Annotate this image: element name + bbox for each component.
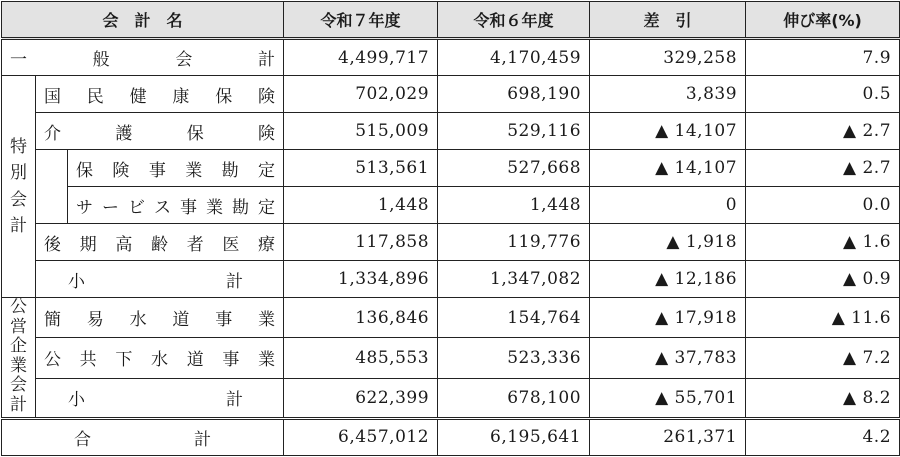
header-diff: 差 引 xyxy=(590,2,746,39)
label-special-subtotal xyxy=(68,267,243,292)
label-char: 護 xyxy=(115,123,133,144)
label-kouki xyxy=(44,230,275,255)
total-diff: 261,371 xyxy=(590,418,746,455)
row-kanisuido xyxy=(2,298,900,338)
label-char: 業 xyxy=(257,310,275,331)
label-char: ス xyxy=(154,197,171,218)
label-char: 後 xyxy=(44,234,61,255)
row-general xyxy=(2,39,900,76)
general-rate: 7.9 xyxy=(746,39,900,76)
label-char: 計 xyxy=(226,271,244,292)
label-char: 業 xyxy=(258,350,276,371)
service-jigyo-rate: 0.0 xyxy=(746,187,900,224)
enterprise-subtotal-rate: ▲ 8.2 xyxy=(746,378,900,418)
label-char: 事 xyxy=(148,160,166,181)
label-char: 定 xyxy=(258,160,276,181)
label-char: 期 xyxy=(79,234,97,255)
label-char: 一 xyxy=(10,50,27,70)
kokuho-diff: 3,839 xyxy=(590,76,746,113)
kouki-r6: 119,776 xyxy=(438,224,590,261)
label-char: 業 xyxy=(206,197,223,218)
gesuido-r6: 523,336 xyxy=(438,338,590,378)
label-char: 定 xyxy=(258,197,275,218)
hoken-jigyo-r7: 513,561 xyxy=(284,150,438,187)
kokuho-rate: 0.5 xyxy=(746,76,900,113)
label-char: 保 xyxy=(215,86,233,107)
special-subtotal-diff: ▲ 12,186 xyxy=(590,261,746,298)
label-char: 水 xyxy=(151,350,169,371)
total-r7: 6,457,012 xyxy=(284,418,438,455)
label-char: 計 xyxy=(194,429,212,450)
header-row xyxy=(2,2,900,39)
label-enterprise-subtotal xyxy=(68,385,243,410)
label-char: 合 xyxy=(74,429,91,450)
label-char: 険 xyxy=(112,160,130,181)
row-service-jigyo xyxy=(2,187,900,224)
label-char: 民 xyxy=(86,86,104,107)
special-subtotal-r7: 1,334,896 xyxy=(284,261,438,298)
label-char: 保 xyxy=(186,123,204,144)
label-char: 簡 xyxy=(44,310,61,331)
kaigo-r7: 515,009 xyxy=(284,113,438,150)
label-char: 下 xyxy=(115,350,133,371)
label-char: 高 xyxy=(115,234,133,255)
label-general xyxy=(10,45,275,70)
row-enterprise-subtotal xyxy=(2,378,900,418)
total-r6: 6,195,641 xyxy=(438,418,590,455)
label-char: ー xyxy=(102,197,119,218)
label-char: 勘 xyxy=(232,197,249,218)
label-total xyxy=(74,425,211,450)
row-kouki xyxy=(2,224,900,261)
label-char: 険 xyxy=(258,123,276,144)
kanisuido-rate: ▲ 11.6 xyxy=(746,298,900,338)
label-char: 計 xyxy=(258,50,276,70)
hoken-jigyo-diff: ▲ 14,107 xyxy=(590,150,746,187)
label-char: 康 xyxy=(172,86,190,107)
label-char: 水 xyxy=(129,310,147,331)
group-special: 特別会計 xyxy=(2,76,36,298)
kouki-rate: ▲ 1.6 xyxy=(746,224,900,261)
kokuho-r7: 702,029 xyxy=(284,76,438,113)
header-account: 会 計 名 xyxy=(2,2,284,39)
group-enterprise: 公営企業会計 xyxy=(2,298,36,419)
label-char: 小 xyxy=(68,390,85,411)
label-char: 会 xyxy=(175,50,193,70)
label-char: 公 xyxy=(44,350,61,371)
label-gesuido xyxy=(44,345,275,370)
label-char: 事 xyxy=(215,310,233,331)
service-jigyo-r7: 1,448 xyxy=(284,187,438,224)
label-char: 勘 xyxy=(221,160,239,181)
label-char: 道 xyxy=(172,310,190,331)
label-char: 療 xyxy=(258,234,276,255)
label-char: 事 xyxy=(180,197,197,218)
label-kanisuido xyxy=(44,305,275,330)
header-rate: 伸び率(%) xyxy=(746,2,900,39)
kanisuido-r6: 154,764 xyxy=(438,298,590,338)
label-kaigo xyxy=(44,119,275,144)
label-service-jigyo xyxy=(76,193,275,218)
kaigo-r6: 529,116 xyxy=(438,113,590,150)
row-hoken-jigyo xyxy=(2,150,900,187)
kaigo-diff: ▲ 14,107 xyxy=(590,113,746,150)
kokuho-r6: 698,190 xyxy=(438,76,590,113)
row-kokuho xyxy=(2,76,900,113)
general-r6: 4,170,459 xyxy=(438,39,590,76)
general-r7: 4,499,717 xyxy=(284,39,438,76)
label-char: サ xyxy=(76,197,93,218)
label-char: 者 xyxy=(186,234,204,255)
enterprise-subtotal-diff: ▲ 55,701 xyxy=(590,378,746,418)
header-r6: 令和６年度 xyxy=(438,2,590,39)
label-char: 小 xyxy=(68,271,85,292)
special-subtotal-r6: 1,347,082 xyxy=(438,261,590,298)
label-char: 医 xyxy=(222,234,240,255)
enterprise-subtotal-r6: 678,100 xyxy=(438,378,590,418)
row-total xyxy=(2,418,900,455)
label-char: 般 xyxy=(92,50,110,70)
kouki-diff: ▲ 1,918 xyxy=(590,224,746,261)
gesuido-diff: ▲ 37,783 xyxy=(590,338,746,378)
label-char: 易 xyxy=(86,310,104,331)
budget-table xyxy=(1,1,900,456)
label-char: ビ xyxy=(128,197,145,218)
hoken-jigyo-r6: 527,668 xyxy=(438,150,590,187)
label-char: 業 xyxy=(185,160,203,181)
row-gesuido xyxy=(2,338,900,378)
label-char: 健 xyxy=(129,86,147,107)
kanisuido-r7: 136,846 xyxy=(284,298,438,338)
label-char: 共 xyxy=(79,350,97,371)
header-r7: 令和７年度 xyxy=(284,2,438,39)
label-char: 道 xyxy=(186,350,204,371)
hoken-jigyo-rate: ▲ 2.7 xyxy=(746,150,900,187)
enterprise-subtotal-r7: 622,399 xyxy=(284,378,438,418)
row-special-subtotal xyxy=(2,261,900,298)
kouki-r7: 117,858 xyxy=(284,224,438,261)
general-diff: 329,258 xyxy=(590,39,746,76)
kanisuido-diff: ▲ 17,918 xyxy=(590,298,746,338)
gesuido-r7: 485,553 xyxy=(284,338,438,378)
service-jigyo-r6: 1,448 xyxy=(438,187,590,224)
special-subtotal-rate: ▲ 0.9 xyxy=(746,261,900,298)
label-char: 事 xyxy=(222,350,240,371)
label-char: 計 xyxy=(226,390,244,411)
total-rate: 4.2 xyxy=(746,418,900,455)
kaigo-rate: ▲ 2.7 xyxy=(746,113,900,150)
label-hoken-jigyo xyxy=(76,156,275,181)
row-kaigo xyxy=(2,113,900,150)
indent-spacer xyxy=(36,150,68,224)
label-char: 国 xyxy=(44,86,61,107)
label-kokuho xyxy=(44,82,275,107)
label-char: 介 xyxy=(44,123,61,144)
label-char: 保 xyxy=(76,160,93,181)
label-char: 険 xyxy=(257,86,275,107)
gesuido-rate: ▲ 7.2 xyxy=(746,338,900,378)
label-char: 齢 xyxy=(151,234,169,255)
service-jigyo-diff: 0 xyxy=(590,187,746,224)
